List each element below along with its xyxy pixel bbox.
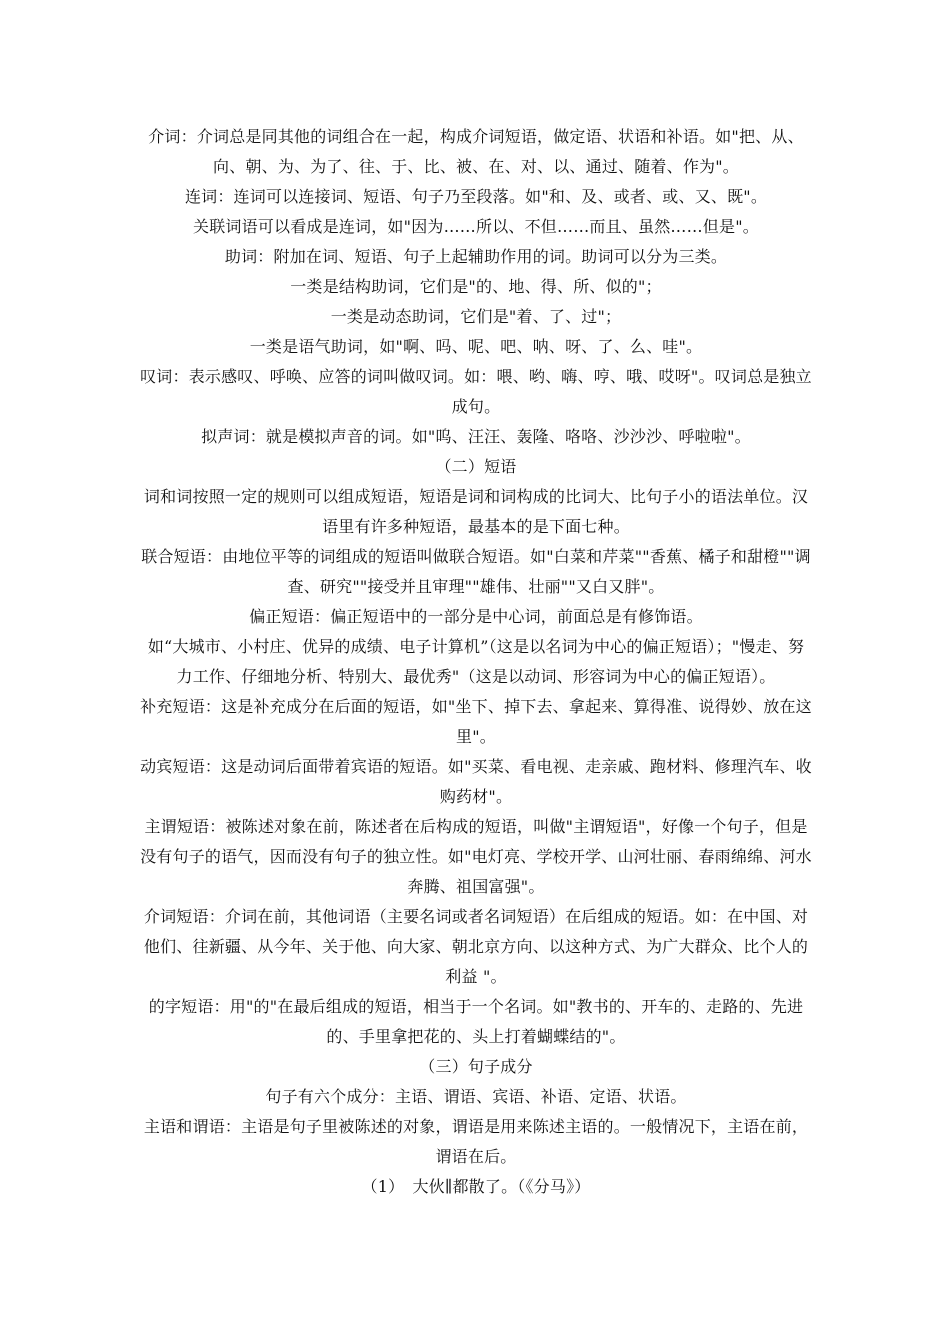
paragraph-example-1: （1） 大伙∥都散了。（《分马》） bbox=[361, 1177, 591, 1196]
paragraph-aspect-particles: 一类是动态助词，它们是"着、了、过"； bbox=[330, 307, 622, 326]
paragraph-modal-particles: 一类是语气助词，如"啊、吗、呢、吧、呐、呀、了、么、哇"。 bbox=[249, 337, 703, 356]
paragraph-phrases-intro: 词和词按照一定的规则可以组成短语，短语是词和词构成的比词大、比句子小的语法单位。汉语里有许多种短语，最基本的是下面七种。 bbox=[143, 487, 809, 536]
paragraph-prepositions: 介词：介词总是同其他的词组合在一起，构成介词短语，做定语、状语和补语。如"把、从、向、朝、为、为了、往、于、比、被、在、对、以、通过、随着、作为"。 bbox=[148, 127, 804, 176]
paragraph-subject-and-predicate: 主语和谓语：主语是句子里被陈述的对象，谓语是用来陈述主语的。一般情况下，主语在前，谓语在后。 bbox=[143, 1117, 809, 1166]
paragraph-prepositional-phrases: 介词短语：介词在前，其他词语（主要名词或者名词短语）在后组成的短语。如：在中国、对他们、往新疆、从今年、关于他、向大家、朝北京方向、以这种方式、为广大群众、比个人的利益 "。 bbox=[143, 907, 809, 986]
section-heading-sentence-components: （三）句子成分 bbox=[419, 1057, 533, 1076]
section-heading-phrases: （二）短语 bbox=[435, 457, 517, 476]
paragraph-complement-phrases: 补充短语：这是补充成分在后面的短语，如"坐下、掉下去、拿起来、算得准、说得妙、放在这里"。 bbox=[140, 697, 812, 746]
paragraph-correlatives: 关联词语可以看成是连词，如"因为……所以、不但……而且、虽然……但是"。 bbox=[193, 217, 759, 236]
paragraph-particles: 助词：附加在词、短语、句子上起辅助作用的词。助词可以分为三类。 bbox=[224, 247, 728, 266]
paragraph-verb-object-phrases: 动宾短语：这是动词后面带着宾语的短语。如"买菜、看电视、走亲戚、跑材料、修理汽车、收购药材"。 bbox=[140, 757, 812, 806]
paragraph-coordinate-phrases: 联合短语：由地位平等的词组成的短语叫做联合短语。如"白菜和芹菜""香蕉、橘子和甜橙""调查、研究""接受并且审理""雄伟、壮丽""又白又胖"。 bbox=[141, 547, 811, 596]
paragraph-interjections: 叹词：表示感叹、呼唤、应答的词叫做叹词。如：喂、哟、嗨、哼、哦、哎呀"。叹词总是独立成句。 bbox=[140, 367, 812, 416]
paragraph-structural-particles: 一类是结构助词，它们是"的、地、得、所、似的"； bbox=[290, 277, 662, 296]
paragraph-six-components: 句子有六个成分：主语、谓语、宾语、补语、定语、状语。 bbox=[265, 1087, 687, 1106]
paragraph-subject-predicate-phrases: 主谓短语：被陈述对象在前，陈述者在后构成的短语，叫做"主谓短语"，好像一个句子，但是没有句子的语气，因而没有句子的独立性。如"电灯亮、学校开学、山河壮丽、春雨绵绵、河水奔腾、祖国富强"。 bbox=[140, 817, 812, 896]
paragraph-de-phrases: 的字短语：用"的"在最后组成的短语，相当于一个名词。如"教书的、开车的、走路的、先进的、手里拿把花的、头上打着蝴蝶结的"。 bbox=[148, 997, 804, 1046]
paragraph-modifier-phrases: 偏正短语：偏正短语中的一部分是中心词，前面总是有修饰语。 bbox=[249, 607, 703, 626]
paragraph-onomatopoeia: 拟声词：就是模拟声音的词。如"呜、汪汪、轰隆、咯咯、沙沙沙、呼啦啦"。 bbox=[201, 427, 751, 446]
document-body bbox=[140, 122, 812, 1202]
paragraph-modifier-examples: 如“大城市、小村庄、优异的成绩、电子计算机”（这是以名词为中心的偏正短语）；"慢走、努力工作、仔细地分析、特别大、最优秀"（这是以动词、形容词为中心的偏正短语）。 bbox=[147, 637, 805, 686]
paragraph-conjunctions: 连词：连词可以连接词、短语、句子乃至段落。如"和、及、或者、或、又、既"。 bbox=[184, 187, 768, 206]
